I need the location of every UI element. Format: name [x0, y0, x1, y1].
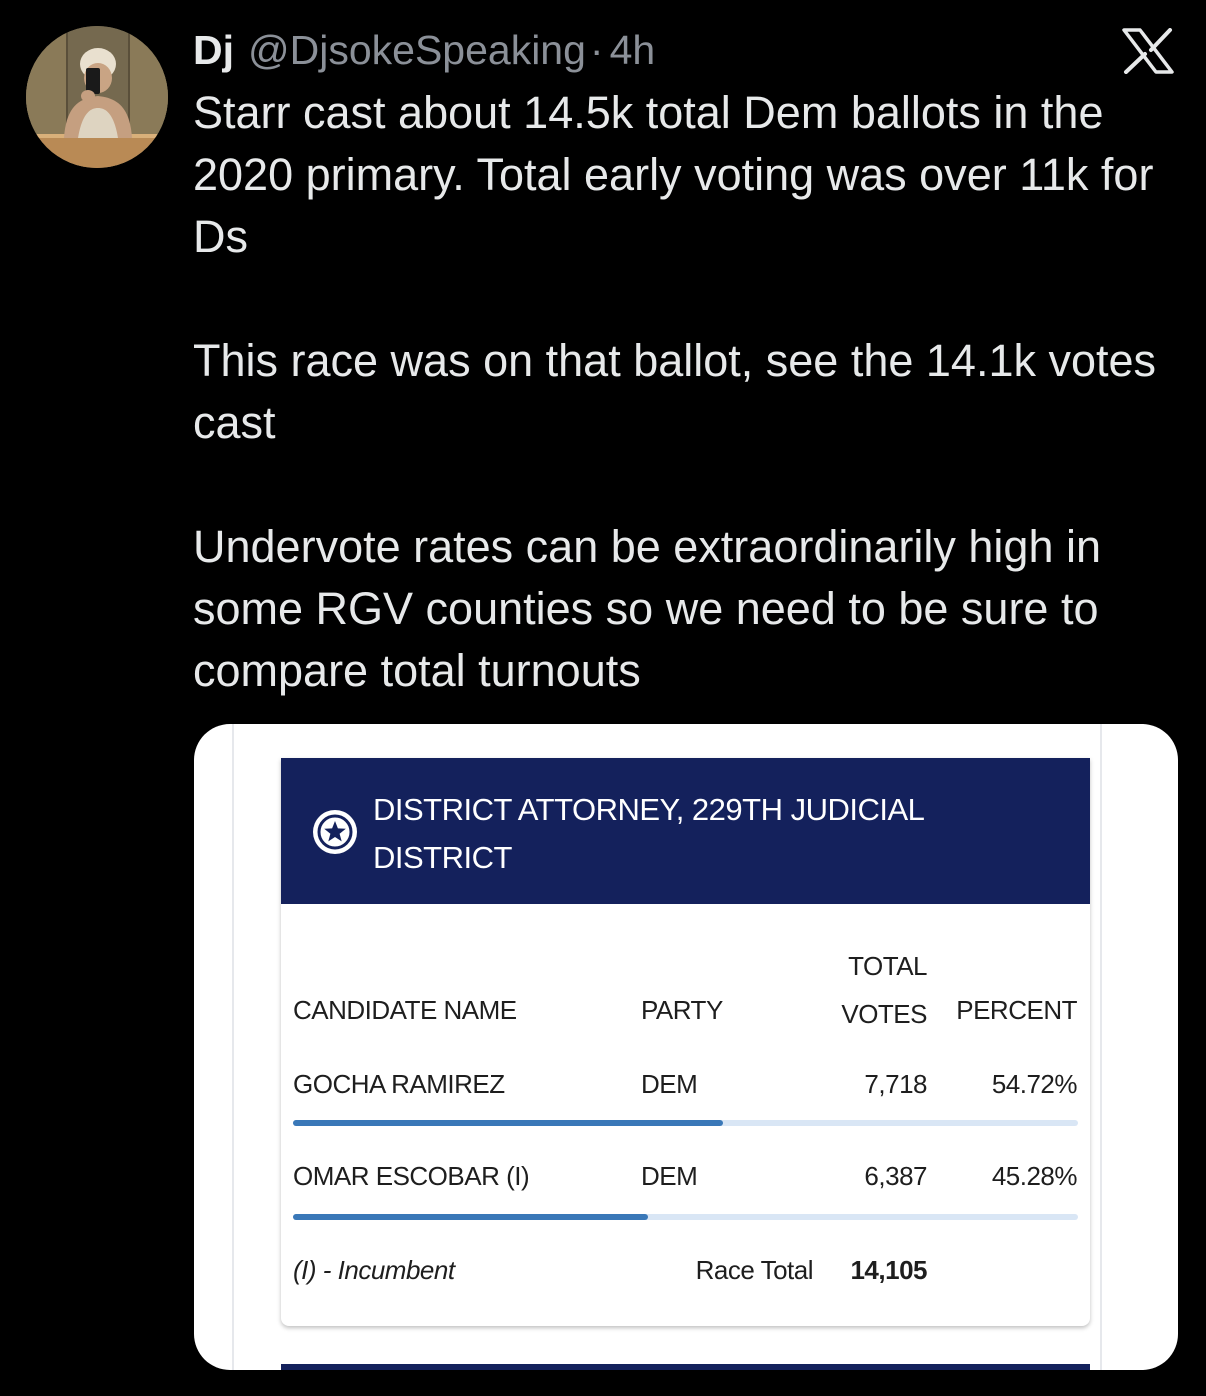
next-race-header	[281, 1364, 1090, 1370]
header-total-votes: TOTAL VOTES	[841, 951, 927, 1029]
race-header	[281, 758, 1090, 904]
star-badge-icon	[311, 808, 359, 856]
vote-share-bar-fill	[293, 1120, 723, 1126]
vote-share-bar-fill	[293, 1214, 648, 1220]
page-edge-right	[1100, 724, 1102, 1370]
race-total-label: Race Total	[695, 1255, 813, 1285]
race-title: DISTRICT ATTORNEY, 229TH JUDICIAL DISTRICT	[373, 792, 924, 875]
avatar[interactable]	[26, 26, 168, 168]
profile-photo-image	[26, 26, 168, 168]
tweet-text: Starr cast about 14.5k total Dem ballots in the 2020 primary. Total early voting was over 11k for Ds This race was on that ballot, see the 14.1k votes cast Undervote rates can be extraordinarily high in some RGV counties so we need to be sure to compare total turnouts	[193, 87, 1157, 696]
header-percent: PERCENT	[956, 995, 1077, 1025]
timestamp[interactable]: 4h	[609, 27, 656, 73]
candidate-votes: 6,387	[864, 1161, 927, 1191]
candidate-party: DEM	[641, 1161, 698, 1191]
vote-share-bar-track	[293, 1120, 1078, 1126]
race-results-card	[281, 758, 1090, 1326]
candidate-name: OMAR ESCOBAR (I)	[293, 1161, 530, 1191]
candidate-votes: 7,718	[864, 1069, 927, 1099]
tweet-header	[193, 22, 655, 78]
candidate-name: GOCHA RAMIREZ	[293, 1069, 505, 1099]
race-total-value: 14,105	[850, 1255, 927, 1285]
x-logo-icon	[1120, 28, 1176, 74]
header-candidate-name: CANDIDATE NAME	[293, 995, 517, 1025]
separator-dot: ·	[589, 27, 604, 73]
incumbent-footnote: (I) - Incumbent	[293, 1255, 455, 1285]
tweet-media-image[interactable]	[194, 724, 1178, 1370]
candidate-percent: 45.28%	[991, 1161, 1077, 1191]
candidate-party: DEM	[641, 1069, 698, 1099]
vote-share-bar-track	[293, 1214, 1078, 1220]
user-handle[interactable]: @DjsokeSpeaking	[248, 27, 586, 73]
candidate-percent: 54.72%	[991, 1069, 1077, 1099]
header-party: PARTY	[641, 995, 723, 1025]
display-name[interactable]: Dj	[193, 27, 234, 73]
page-edge-left	[232, 724, 234, 1370]
